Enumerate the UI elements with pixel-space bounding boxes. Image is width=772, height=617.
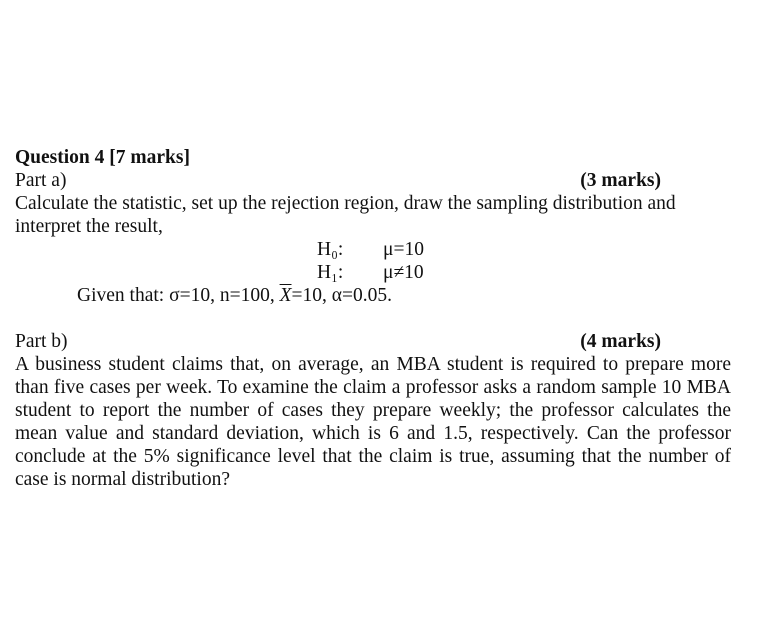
given-values [77,284,731,307]
part-a-text: Calculate the statistic, set up the rejection region, draw the sampling distribution and interpret the result, [15,193,676,237]
h1-label: H₁: [317,262,344,283]
sample-mean-symbol: $\overline{X}$ [279,285,292,306]
part-b-text: A business student claims that, on average, an MBA student is required to prepare more than five cases per week. To examine the claim a professor asks a random sample 10 MBA student to report the number of cases they prepare weekly; the professor calculates the mean value and standard deviation, which is 6 and 1.5, respectively. Can the professor conclude at the 5% significance level that the claim is true, assuming that the number of case is normal distribution? [15,354,731,490]
section-spacer [15,307,731,330]
h1-value: μ≠10 [383,262,424,283]
part-a-marks: (3 marks) [580,170,661,191]
part-b-marks: (4 marks) [580,331,661,352]
null-hypothesis [317,238,731,261]
part-a-label: Part a) [15,170,67,191]
part-b-header [15,330,661,353]
alternative-hypothesis [317,261,731,284]
given-prefix: Given that: σ=10, n=100, [77,285,280,306]
question-title: Question 4 [7 marks] [15,147,190,168]
given-suffix: =10, α=0.05. [291,285,392,306]
h0-value: μ=10 [383,239,424,260]
question-document [15,146,731,491]
h0-label: H₀: [317,239,344,260]
part-a-header [15,169,661,192]
hypotheses [317,238,731,284]
part-b-label: Part b) [15,331,68,352]
